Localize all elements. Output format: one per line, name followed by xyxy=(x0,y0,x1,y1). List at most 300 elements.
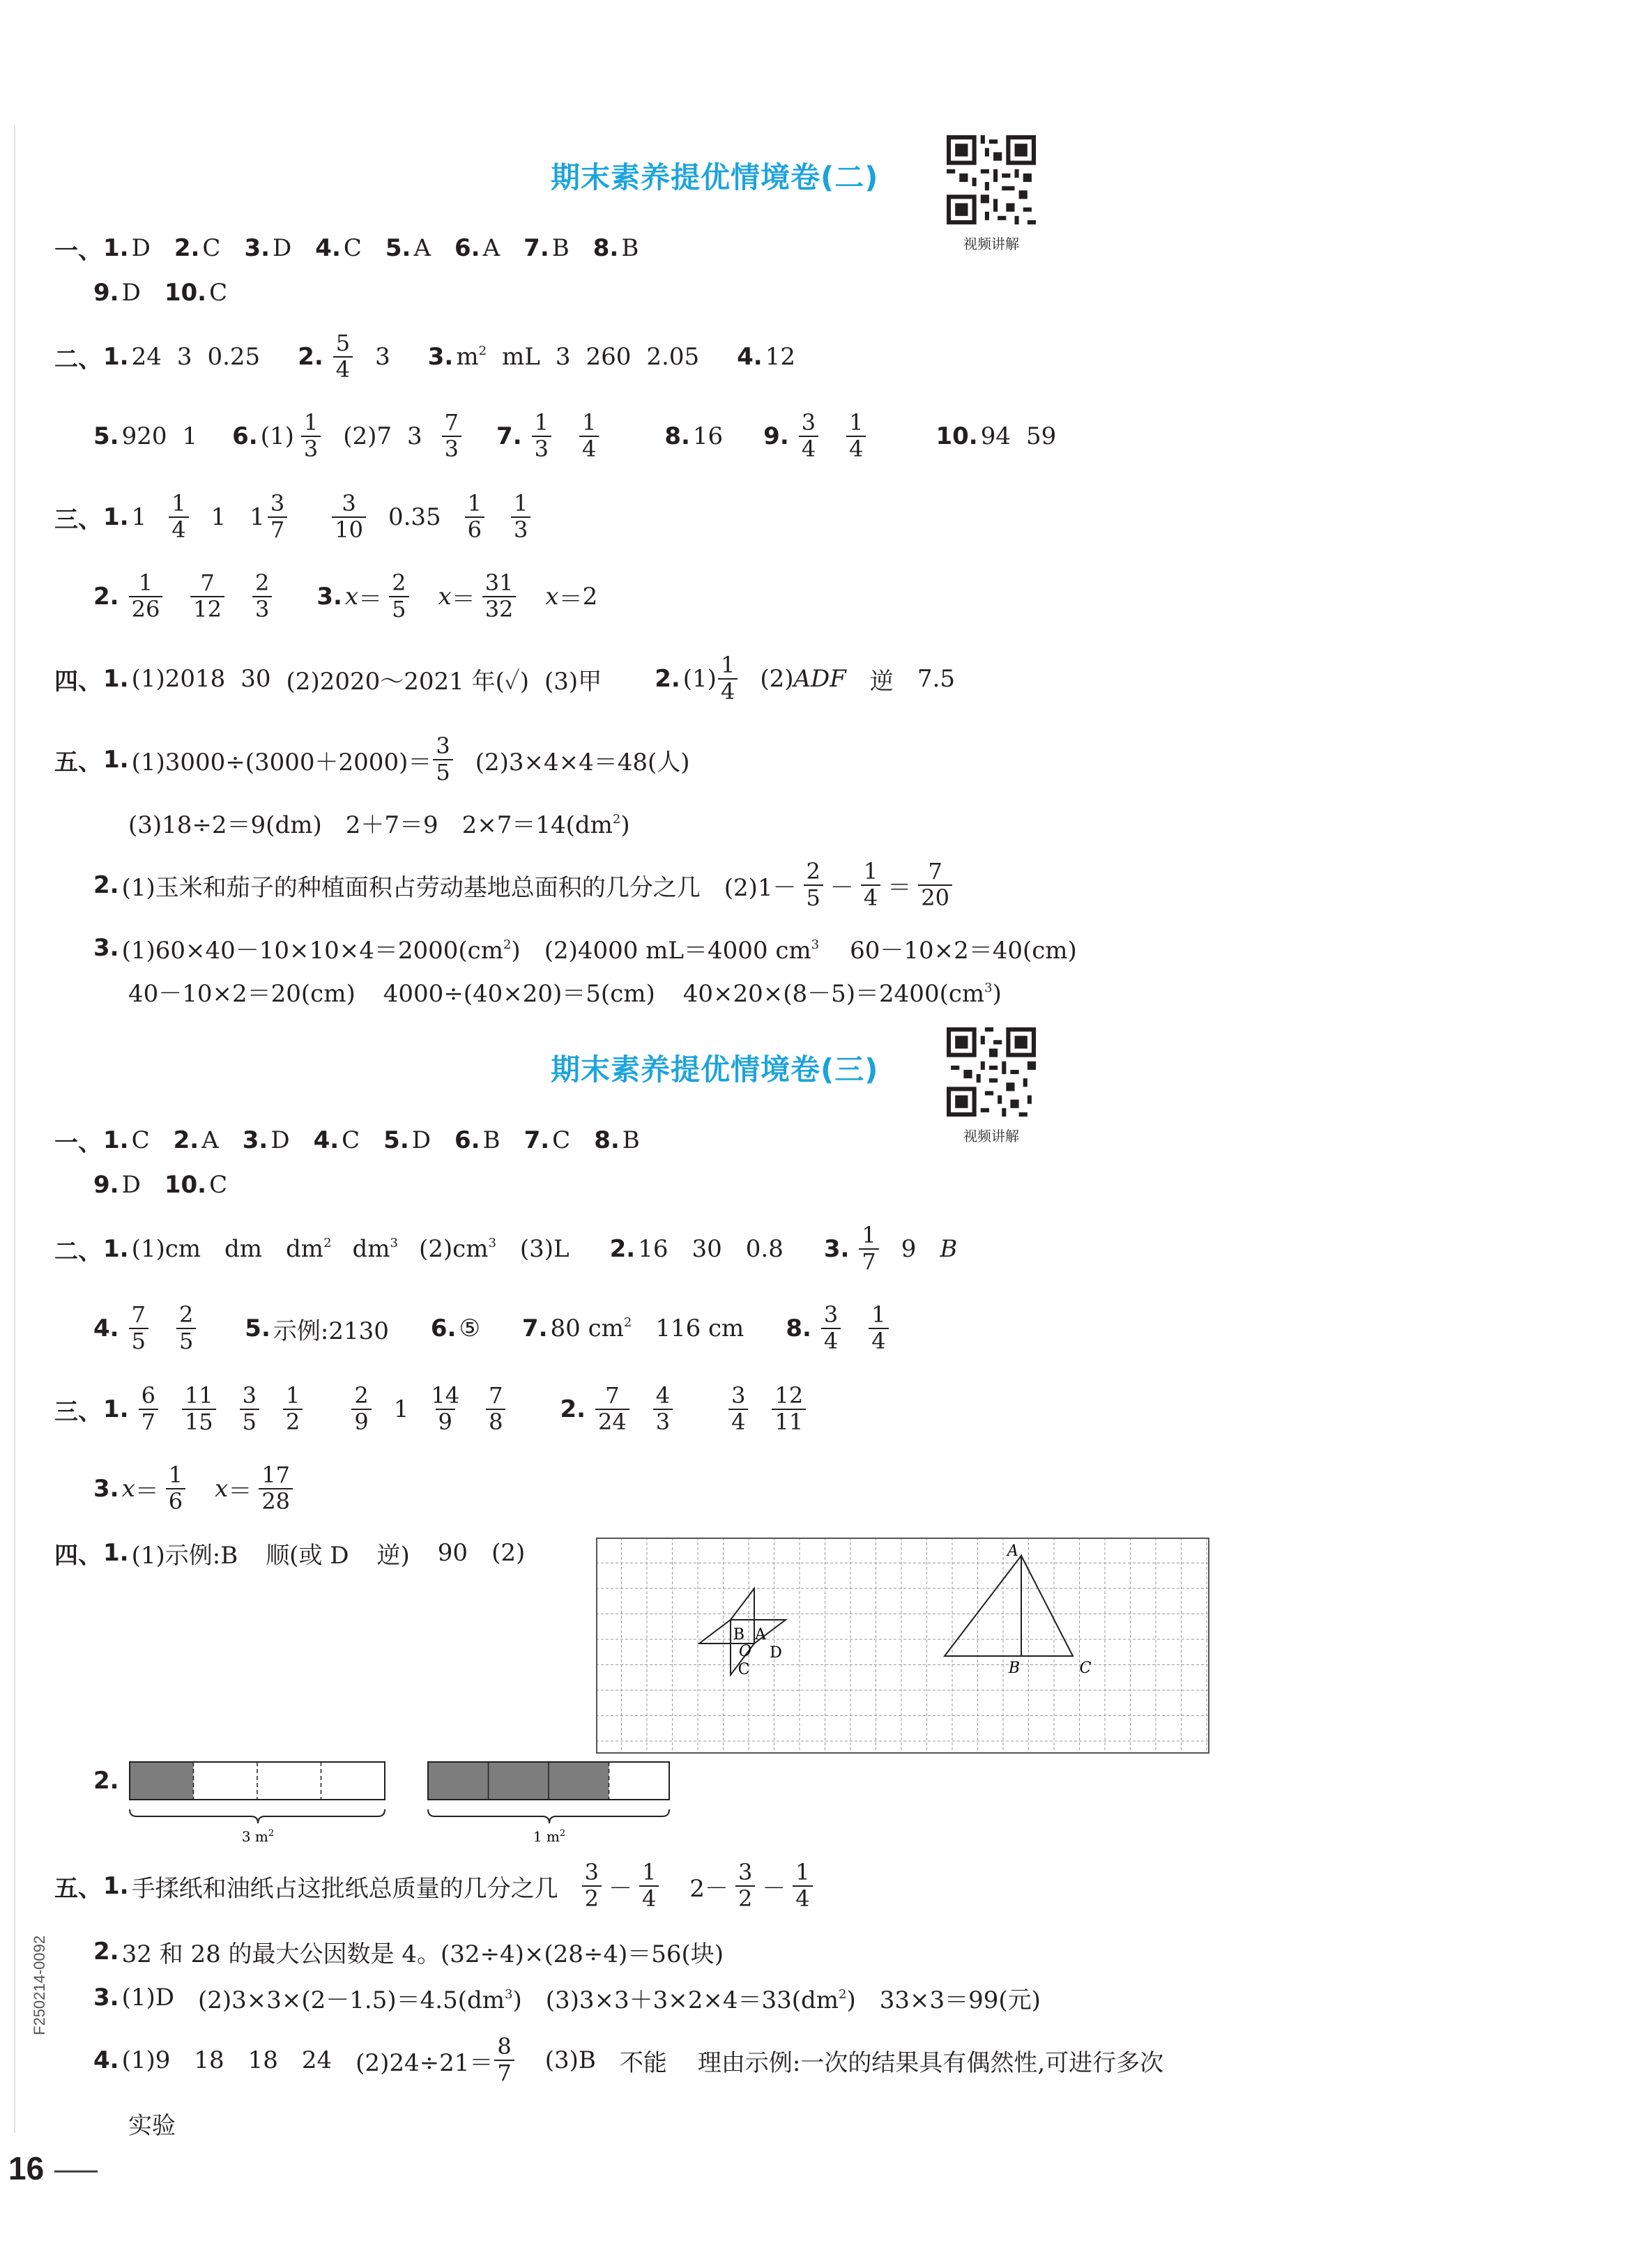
p3-s5-q4-h: 理由示例:一次的结果具有偶然性,可进行多次 xyxy=(697,2048,1164,2077)
p3-s5-q4-cont: 实验 xyxy=(128,2111,176,2140)
numerator: 2 xyxy=(392,569,406,597)
p3-s2-q4-frac xyxy=(129,1303,148,1354)
p3-s2-row1 xyxy=(54,1218,957,1280)
pinwheel-label: C xyxy=(738,1661,750,1678)
p2-s5-label: 五、 xyxy=(54,748,102,776)
p2-s4-qnum: 2. xyxy=(655,665,680,693)
p3-s3-row2 xyxy=(93,1458,300,1519)
p3-s2-qnum: 5. xyxy=(245,1315,270,1342)
p2-s2-q3-v: 260 xyxy=(586,343,632,371)
grid-border xyxy=(597,1538,1209,1753)
p2-s5-row1 xyxy=(54,729,690,790)
p2-s2-q10-b: 59 xyxy=(1025,422,1057,450)
p2-s2-q6-frac1 xyxy=(301,411,321,462)
denominator: 3 xyxy=(532,436,551,462)
p2-s1-ans: B xyxy=(551,234,570,262)
p2-s1-qnum: 3. xyxy=(244,234,270,262)
p2-s2-q4: 12 xyxy=(765,343,795,371)
p2-s2-qnum: 5. xyxy=(93,422,119,450)
sup: 3 xyxy=(488,1236,496,1250)
p2-s1-ans: C xyxy=(202,234,221,262)
p2-s3-q3-eq: ＝ xyxy=(451,585,475,613)
p2-s2-qnum: 10. xyxy=(935,422,978,450)
p3-s4-q1-b: 顺(或 D xyxy=(266,1541,349,1570)
text: (2)3×3×(2－1.5)＝4.5(dm xyxy=(198,1986,505,2014)
bar2-label-sup: 2 xyxy=(559,1828,566,1839)
p2-s3-q3-var: x xyxy=(545,583,559,611)
p2-s2-label: 二、 xyxy=(54,345,102,374)
p2-s1-qnum: 1. xyxy=(103,234,129,262)
p3-s2-q8-frac xyxy=(821,1303,841,1354)
p3-s2-q2: 0.8 xyxy=(745,1235,784,1263)
p3-s3-row1 xyxy=(54,1379,813,1440)
p2-s5-q3-line2-c xyxy=(683,974,1002,1009)
p2-s2-q6-p2: (2)7 xyxy=(343,422,392,450)
denominator: 10 xyxy=(332,516,366,543)
p2-s3-row2 xyxy=(93,566,597,627)
p3-s1-qnum: 8. xyxy=(594,1126,620,1154)
p3-s4-q1-e: (2) xyxy=(491,1539,526,1567)
paper2-title: 期末素养提优情境卷(二) xyxy=(551,160,879,194)
paper3-qr-caption: 视频讲解 xyxy=(963,1128,1019,1144)
side-code: F250214-0092 xyxy=(31,1935,48,2035)
pinwheel-label: A xyxy=(755,1626,766,1643)
p3-s2-q3-frac xyxy=(859,1223,878,1275)
p2-s1-ans: A xyxy=(482,234,501,262)
p2-s3-qnum: 3. xyxy=(316,583,342,611)
denominator: 4 xyxy=(793,1885,812,1912)
text-end: ) xyxy=(512,1986,522,2014)
bar2-parts xyxy=(428,1762,669,1800)
sup: 2 xyxy=(323,1236,332,1250)
p2-s3-label: 三、 xyxy=(54,505,102,534)
p2-s5-qnum: 2. xyxy=(93,871,119,899)
p3-s1-qnum: 7. xyxy=(524,1126,550,1154)
p3-s1-qnum: 9. xyxy=(93,1171,119,1199)
p2-s5-q1-line2-a: (3)18÷2＝9(dm) xyxy=(128,811,322,839)
p2-s2-q9-frac xyxy=(799,411,818,462)
denominator: 2 xyxy=(735,1885,755,1912)
p2-s1-qnum: 10. xyxy=(164,279,207,307)
denominator: 26 xyxy=(129,596,163,622)
numerator: 2 xyxy=(354,1382,369,1409)
p3-s5-q1-f4 xyxy=(793,1860,812,1912)
p3-s3-q1-frac xyxy=(283,1384,303,1435)
numerator: 3 xyxy=(242,1382,257,1409)
numerator: 7 xyxy=(131,1301,146,1328)
p3-s5-q1-f1 xyxy=(582,1860,602,1912)
numerator: 1 xyxy=(467,490,482,517)
pinwheel-label: B xyxy=(733,1626,745,1643)
p2-s2-q3-unit2: mL xyxy=(502,343,540,371)
denominator: 9 xyxy=(351,1409,371,1435)
p3-s5-q3-d: 33×3＝99(元) xyxy=(879,1986,1041,2014)
denominator: 4 xyxy=(579,436,599,462)
p2-s1-label: 一、 xyxy=(54,236,102,265)
p3-s2-q6: ⑤ xyxy=(459,1315,480,1342)
p2-s3-q3-var: x xyxy=(438,583,452,611)
p3-s3-q3-f2 xyxy=(259,1463,293,1515)
text: (2)cm xyxy=(418,1235,489,1263)
p3-s1-ans: D xyxy=(411,1126,431,1154)
p3-s4-q1-a: (1)示例:B xyxy=(131,1541,238,1570)
paper2-qr-code[interactable] xyxy=(947,135,1036,224)
p3-s1-qnum: 5. xyxy=(383,1126,409,1154)
numerator: 2 xyxy=(178,1301,194,1328)
p3-s3-q3-eq: ＝ xyxy=(228,1477,252,1505)
numerator: 1 xyxy=(303,409,319,436)
numerator: 5 xyxy=(335,330,351,357)
text: dm xyxy=(352,1235,390,1263)
p2-s4-q1-p3: (3)甲 xyxy=(544,667,602,696)
p2-s3-row1 xyxy=(54,486,537,548)
text-end: ) xyxy=(620,811,630,839)
p3-s5-label: 五、 xyxy=(54,1874,102,1903)
p2-s1-ans: C xyxy=(343,234,362,262)
p2-s2-q5-b: 1 xyxy=(182,422,198,450)
p3-s2-q1-a: (1)cm xyxy=(131,1235,201,1263)
p2-s2-qnum: 9. xyxy=(763,422,789,450)
p3-s3-qnum: 3. xyxy=(93,1475,119,1503)
denominator: 4 xyxy=(169,516,188,543)
p3-s4-q1-c: 逆) xyxy=(376,1541,410,1570)
p3-s2-qnum: 2. xyxy=(609,1235,636,1263)
p3-s2-q2: 30 xyxy=(692,1235,722,1263)
p2-s4-label: 四、 xyxy=(54,667,102,696)
sup: 3 xyxy=(811,937,820,952)
sup: 2 xyxy=(839,1986,847,2002)
p3-s3-q1-frac xyxy=(428,1384,462,1435)
p3-s1-qnum: 10. xyxy=(164,1171,207,1199)
p3-s2-q1-c xyxy=(286,1235,331,1263)
p2-s3-q3-eq: ＝ xyxy=(358,585,383,613)
p3-s3-q1-frac xyxy=(240,1384,259,1435)
numerator: 3 xyxy=(342,490,356,517)
text-end: ) xyxy=(992,979,1002,1008)
p2-s4-q1-p1b: 30 xyxy=(240,665,271,693)
pinwheel-label: D xyxy=(770,1644,782,1662)
p2-s2-q2-after: 3 xyxy=(375,343,390,371)
text: (1)60×40－10×10×4＝2000(cm xyxy=(121,936,503,965)
p2-s2-q1-a: 24 xyxy=(131,343,162,371)
denominator: 12 xyxy=(190,596,224,622)
denominator: 8 xyxy=(486,1409,505,1435)
text: (2)4000 mL＝4000 cm xyxy=(544,936,811,965)
numerator: 3 xyxy=(436,733,450,760)
p2-s2-qnum: 6. xyxy=(232,422,258,450)
p3-s2-q1-b: dm xyxy=(224,1235,263,1263)
p2-s1-ans: D xyxy=(131,234,151,262)
denominator: 4 xyxy=(728,1409,748,1435)
numerator: 1 xyxy=(871,1301,886,1328)
denominator: 4 xyxy=(846,436,866,462)
p2-s5-q3-c: 60－10×2＝40(cm) xyxy=(850,936,1077,965)
p2-s2-row2 xyxy=(93,406,1056,467)
bar-segment-shaded xyxy=(428,1762,489,1800)
p2-s5-row2 xyxy=(128,792,630,853)
sup: 3 xyxy=(984,980,993,995)
p3-s3-q2-frac xyxy=(653,1384,673,1435)
numerator: 31 xyxy=(484,569,514,597)
numerator: 3 xyxy=(584,1859,599,1886)
p2-s1-ans: A xyxy=(413,234,431,262)
p3-s3-q1-frac xyxy=(351,1384,371,1435)
triangle-label: B xyxy=(1008,1660,1021,1677)
fraction-bar-2 xyxy=(427,1761,678,1847)
numerator: 4 xyxy=(655,1382,671,1409)
p2-s3-q3-eq: ＝ xyxy=(558,585,583,613)
p2-s4-q2-italic: ADF xyxy=(793,665,846,693)
numerator: 6 xyxy=(141,1382,155,1409)
p2-s3-q1-b: 1 xyxy=(211,503,227,531)
p3-s5-qnum: 2. xyxy=(93,1938,119,1966)
denominator: 4 xyxy=(799,436,818,462)
numerator: 11 xyxy=(184,1382,213,1409)
p3-s5-q1-a: 手揉纸和油纸占这批纸总质量的几分之几 xyxy=(131,1874,558,1903)
page-number: 16 xyxy=(8,2150,45,2186)
numerator: 3 xyxy=(731,1382,746,1409)
denominator: 4 xyxy=(821,1328,841,1354)
p2-s2-qnum: 8. xyxy=(664,422,690,450)
numerator: 1 xyxy=(795,1859,810,1886)
p2-s4-q2-p1: (1) xyxy=(682,665,717,693)
denominator: 7 xyxy=(268,516,287,543)
p2-s5-q1-b: (2)3×4×4＝48(人) xyxy=(475,748,690,776)
p3-s1-qnum: 4. xyxy=(313,1126,339,1154)
p3-s5-q4-frac xyxy=(494,2035,514,2086)
numerator: 1 xyxy=(138,569,153,597)
p2-s2-q3-unit1 xyxy=(456,343,487,371)
p2-s4-row xyxy=(54,648,955,710)
p3-s3-q2-frac xyxy=(772,1384,806,1435)
p3-s5-qnum: 4. xyxy=(93,2046,119,2074)
p2-s3-q3-last: 2 xyxy=(582,583,598,611)
p2-s2-q6-v: 3 xyxy=(407,422,422,450)
p2-s4-q2-p2: (2) xyxy=(760,665,794,693)
p3-s5-qnum: 1. xyxy=(103,1872,129,1900)
p3-s1-ans: C xyxy=(209,1171,228,1199)
p3-s1-qnum: 6. xyxy=(455,1126,480,1154)
p2-s5-q2-b: (2)1－ xyxy=(724,873,797,902)
paper2-qr-caption: 视频讲解 xyxy=(963,236,1019,252)
bar1-parts xyxy=(130,1762,385,1800)
sup: 2 xyxy=(623,1315,632,1330)
p2-s2-q1-b: 3 xyxy=(176,343,192,371)
p2-s5-row5 xyxy=(128,960,1002,1022)
p2-s5-q1-frac xyxy=(433,734,452,786)
p3-s2-q1-f: (3)L xyxy=(519,1235,570,1263)
numerator: 1 xyxy=(863,858,878,885)
paper3-qr-code[interactable] xyxy=(947,1027,1036,1117)
p2-s5-q1-line2-c xyxy=(462,806,630,840)
numerator: 1 xyxy=(168,1462,183,1489)
p3-s1-ans: C xyxy=(342,1126,360,1154)
p3-s2-q3-v: 9 xyxy=(901,1235,917,1263)
p3-s2-row2 xyxy=(93,1298,896,1359)
p3-s3-q1-frac xyxy=(182,1384,216,1435)
p3-s1-row2 xyxy=(93,1154,227,1216)
p3-s5-q1-minus: － xyxy=(608,1874,632,1903)
p2-s1-row2 xyxy=(93,262,227,323)
sup: 3 xyxy=(504,1986,513,2002)
p3-s5-q4-b: 18 xyxy=(194,2046,224,2074)
p2-s2-qnum: 7. xyxy=(496,422,522,450)
numerator: 1 xyxy=(720,652,735,679)
p2-s3-qnum: 2. xyxy=(93,583,119,611)
grid-lines xyxy=(596,1538,1209,1754)
p3-s3-q3-f1 xyxy=(166,1463,185,1515)
p3-s2-qnum: 1. xyxy=(103,1235,129,1263)
bar1-label-text: 3 m xyxy=(241,1828,268,1845)
p2-s1-ans: C xyxy=(209,279,228,307)
p2-s5-qnum: 3. xyxy=(93,934,119,962)
numerator: 3 xyxy=(801,409,816,436)
denominator: 2 xyxy=(582,1885,602,1912)
p2-s3-q1-f4 xyxy=(511,491,530,543)
p3-s3-qnum: 1. xyxy=(103,1395,129,1423)
p2-s3-q1-f1 xyxy=(169,491,188,543)
numerator: 7 xyxy=(605,1382,620,1409)
denominator: 5 xyxy=(240,1409,259,1435)
p2-s5-q3-line2-a: 40－10×2＝20(cm) xyxy=(128,979,356,1008)
text: dm xyxy=(286,1235,324,1263)
numerator: 1 xyxy=(171,490,186,517)
p3-s4-qnum: 2. xyxy=(93,1767,119,1795)
numerator: 7 xyxy=(444,409,459,436)
p3-s4-qnum: 1. xyxy=(103,1539,129,1567)
p3-s2-qnum: 4. xyxy=(93,1315,119,1342)
numerator: 2 xyxy=(806,858,820,885)
p3-s1-qnum: 1. xyxy=(103,1126,129,1154)
p2-s5-q2-f3 xyxy=(918,859,952,911)
p2-s2-q8: 16 xyxy=(692,422,724,450)
denominator: 4 xyxy=(639,1885,659,1912)
p3-s3-qnum: 2. xyxy=(560,1395,586,1423)
p3-s2-q7-b: 116 cm xyxy=(655,1315,744,1342)
p2-s2-q1-c: 0.25 xyxy=(207,343,261,371)
denominator: 4 xyxy=(869,1328,888,1354)
p2-s4-q2-p4: 7.5 xyxy=(917,665,955,693)
p3-s2-q4-frac xyxy=(176,1303,196,1354)
p2-s2-q10-a: 94 xyxy=(980,422,1011,450)
p3-s1-ans: D xyxy=(121,1171,141,1199)
sup: 2 xyxy=(612,811,621,827)
denominator: 3 xyxy=(653,1409,673,1435)
denominator: 24 xyxy=(595,1409,629,1435)
p2-s2-qnum: 4. xyxy=(737,343,763,371)
denominator: 3 xyxy=(511,516,530,543)
unit: m xyxy=(456,343,479,371)
denominator: 6 xyxy=(166,1488,185,1515)
bar1-brace xyxy=(130,1809,385,1823)
p3-s3-label: 三、 xyxy=(54,1397,102,1426)
p2-s2-q2-frac xyxy=(333,331,353,383)
denominator: 7 xyxy=(859,1248,878,1275)
p3-s1-ans: C xyxy=(552,1126,571,1154)
p3-s3-q2-frac xyxy=(728,1384,748,1435)
p3-s3-q2-frac xyxy=(595,1384,629,1435)
p3-s5-row3 xyxy=(93,1967,1041,2028)
p3-s5-q4-f: (3)B xyxy=(544,2046,596,2074)
p3-s1-ans: B xyxy=(482,1126,501,1154)
numerator: 1 xyxy=(286,1382,300,1409)
p3-s1-ans: D xyxy=(270,1126,290,1154)
pinwheel-label: O xyxy=(738,1643,752,1660)
text: 40×20×(8－5)＝2400(cm xyxy=(682,979,985,1008)
denominator: 15 xyxy=(182,1409,216,1435)
p2-s2-q7-frac xyxy=(532,411,551,462)
triangle-shape xyxy=(945,1556,1073,1656)
p3-s5-q3-a: (1)D xyxy=(121,1984,174,2012)
numerator: 1 xyxy=(534,409,549,436)
bar2-label xyxy=(533,1828,565,1845)
p2-s3-q1-mixed-frac xyxy=(268,491,287,543)
page-number-dash xyxy=(54,2170,98,2173)
numerator: 14 xyxy=(431,1382,460,1409)
p2-s4-q2-frac xyxy=(718,653,738,705)
denominator: 4 xyxy=(718,678,738,705)
p2-s3-q3-f2 xyxy=(482,571,517,622)
sup: 2 xyxy=(503,937,512,952)
denominator: 20 xyxy=(918,884,952,911)
p3-s2-q7-a xyxy=(551,1315,632,1342)
p3-s1-qnum: 3. xyxy=(242,1126,268,1154)
bar-segment xyxy=(609,1762,670,1800)
denominator: 4 xyxy=(861,884,880,911)
p3-s3-q1-frac xyxy=(486,1384,505,1435)
bar2-label-text: 1 m xyxy=(533,1828,560,1845)
numerator: 17 xyxy=(261,1462,291,1489)
p2-s3-q1-c: 0.35 xyxy=(388,503,441,531)
p2-s3-q1-f3 xyxy=(465,491,484,543)
p2-s1-ans: B xyxy=(621,234,639,262)
p2-s5-q2-a: (1)玉米和茄子的种植面积占劳动基地总面积的几分之几 xyxy=(121,873,701,902)
p3-s2-q3-italic: B xyxy=(940,1235,958,1263)
bar1-label-sup: 2 xyxy=(268,1828,275,1839)
numerator: 3 xyxy=(270,490,285,517)
denominator: 5 xyxy=(176,1328,196,1354)
p2-s5-q1-a: (1)3000÷(3000＋2000)＝ xyxy=(131,748,432,776)
denominator: 4 xyxy=(333,356,353,383)
unit-sup: 2 xyxy=(478,344,487,358)
p3-s2-label: 二、 xyxy=(54,1237,102,1266)
sup: 3 xyxy=(390,1236,398,1250)
fraction-bar-1 xyxy=(128,1761,393,1847)
denominator: 5 xyxy=(129,1328,148,1354)
bar-segment-shaded xyxy=(489,1762,549,1800)
p3-s5-q4-g: 不能 xyxy=(619,2048,667,2077)
p2-s2-row1 xyxy=(54,326,795,388)
denominator: 7 xyxy=(139,1409,158,1435)
numerator: 1 xyxy=(641,1859,657,1886)
p3-s3-q1-frac xyxy=(139,1384,158,1435)
p3-s3-q3-eq: ＝ xyxy=(135,1477,159,1505)
p2-s4-q2-p3: 逆 xyxy=(869,667,894,696)
p2-s3-q1-a: 1 xyxy=(131,503,147,531)
p3-s3-q3-var: x xyxy=(215,1475,229,1503)
p3-s3-q1-int: 1 xyxy=(393,1395,409,1423)
bar2-brace xyxy=(428,1809,669,1823)
p2-s2-qnum: 2. xyxy=(298,343,323,371)
p3-s2-qnum: 6. xyxy=(430,1315,457,1342)
denominator: 3 xyxy=(442,436,461,462)
p3-s2-q8-frac xyxy=(869,1303,888,1354)
numerator: 12 xyxy=(774,1382,804,1409)
p2-s3-q1-f2 xyxy=(332,491,366,543)
p3-s1-ans: C xyxy=(131,1126,150,1154)
p3-s2-q1-d xyxy=(353,1235,398,1263)
p3-s1-ans: B xyxy=(622,1126,640,1154)
